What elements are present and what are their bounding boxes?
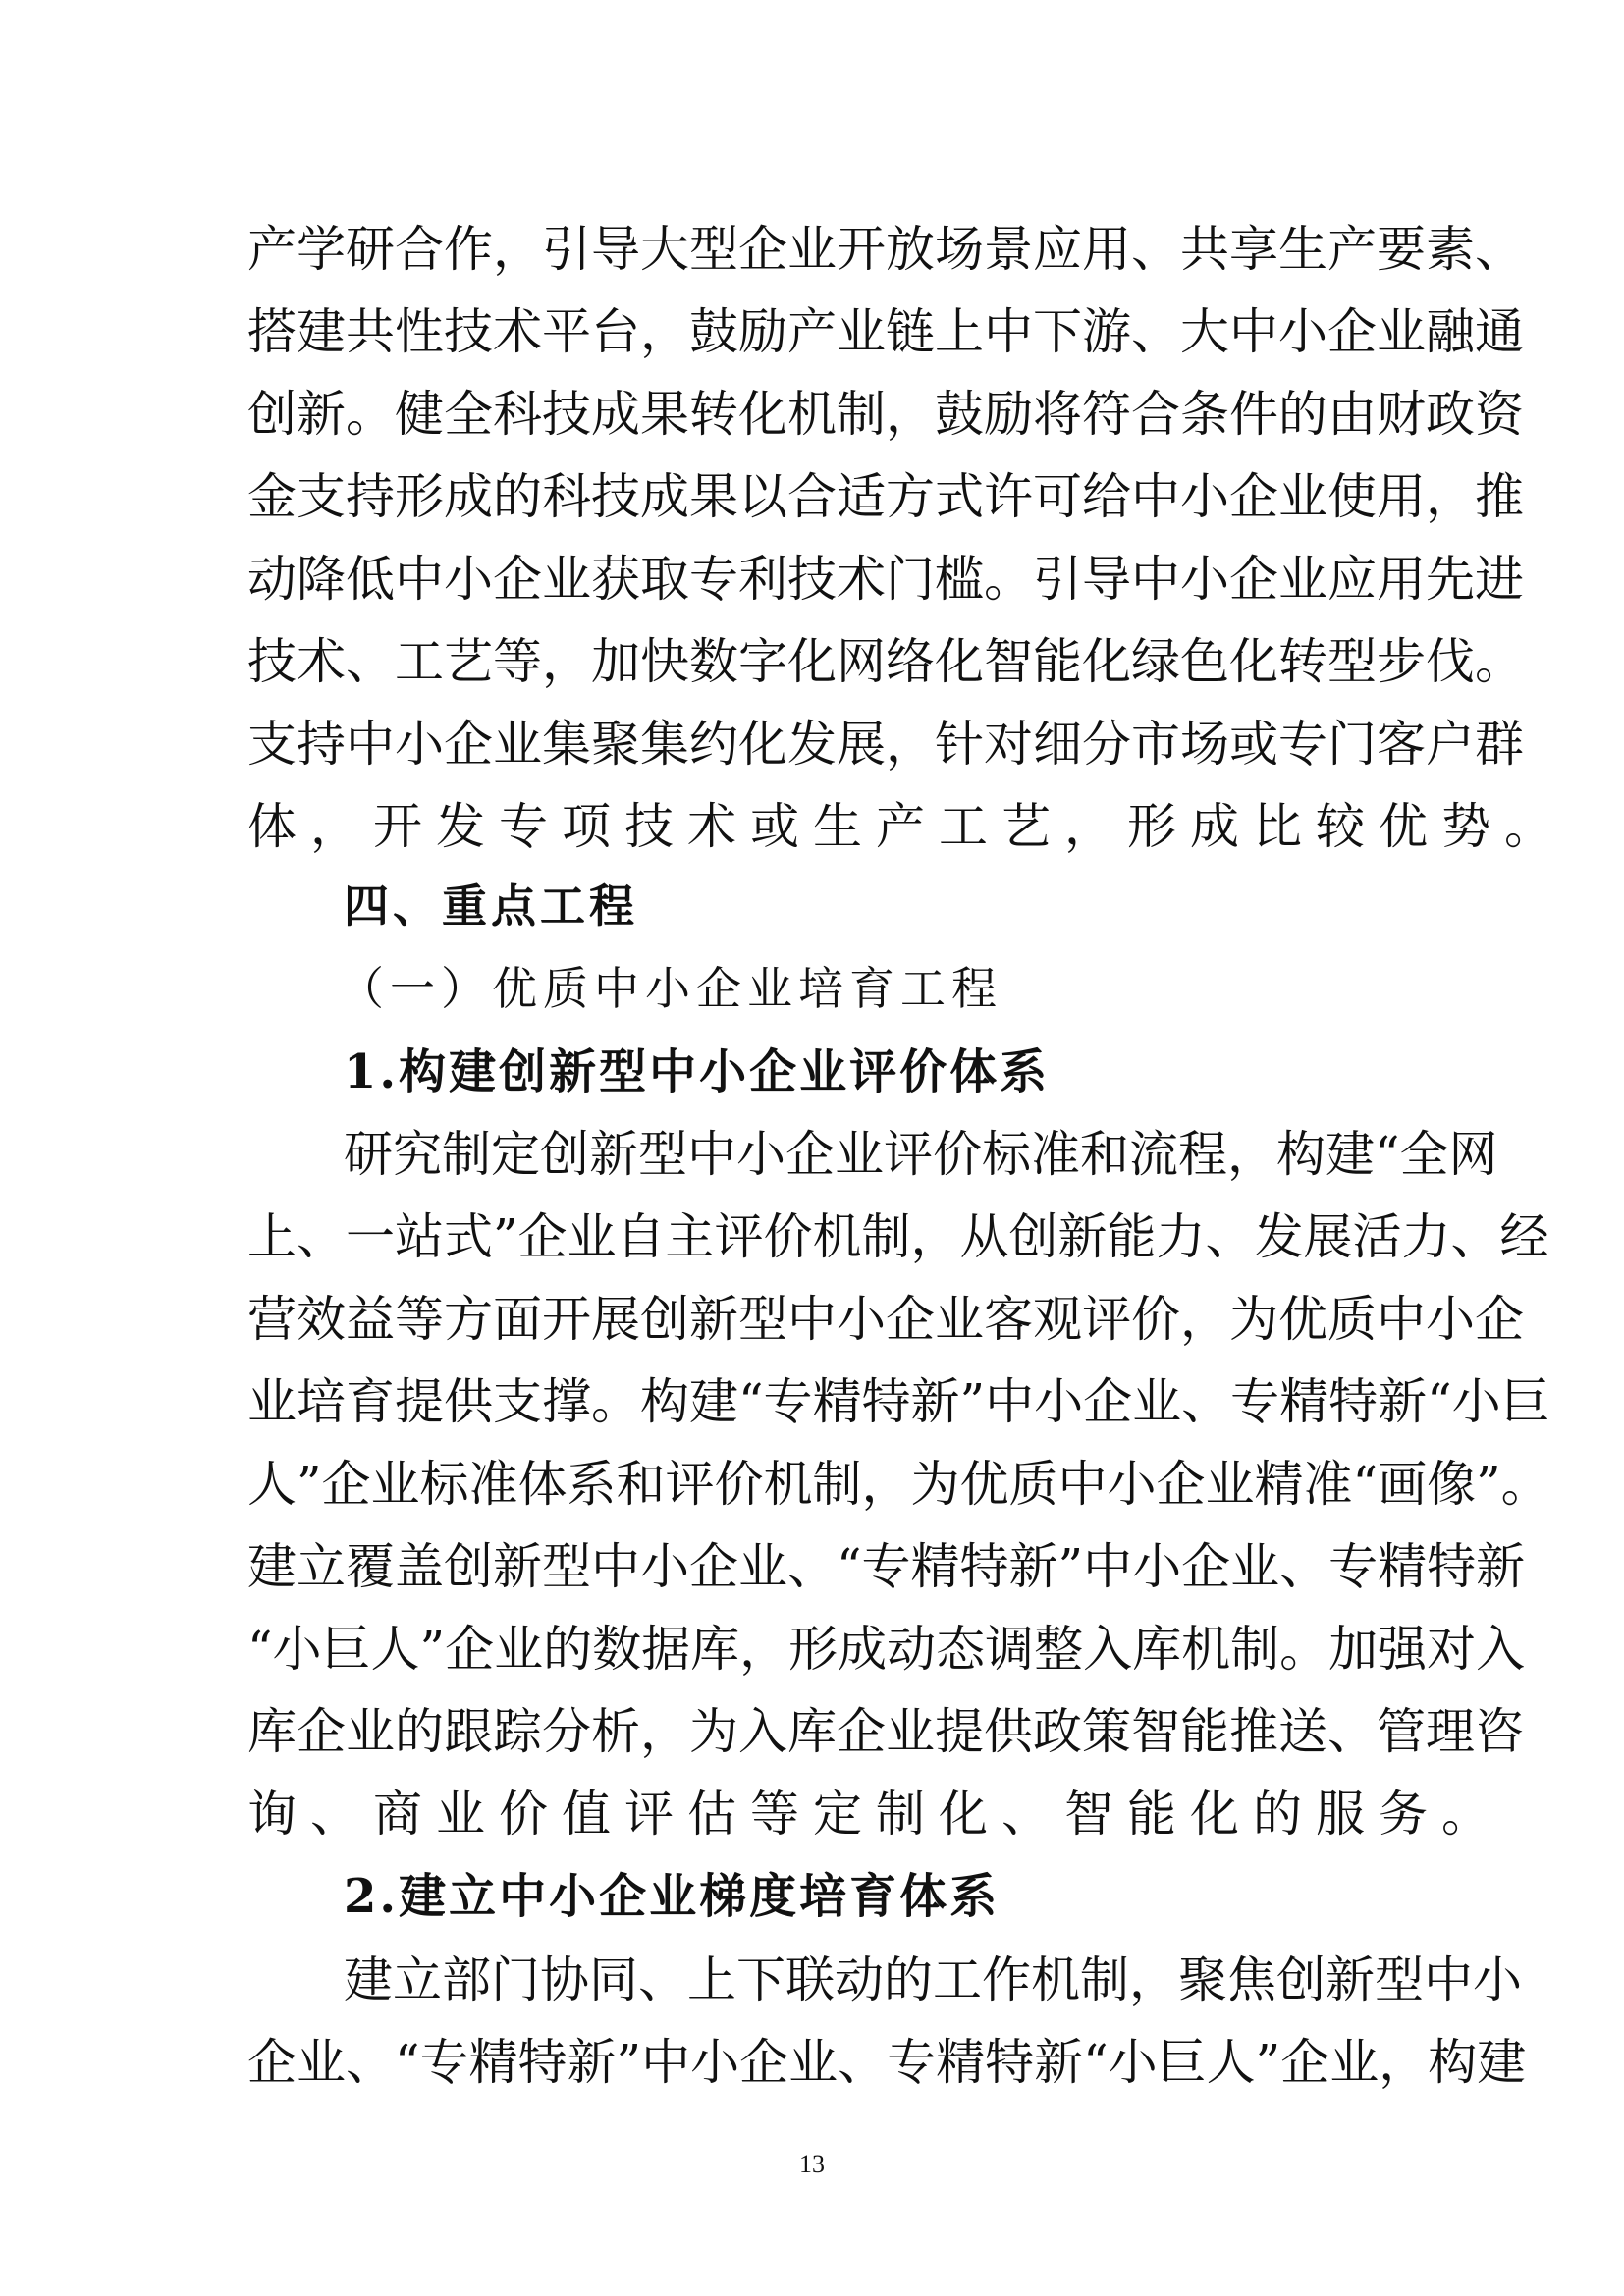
subsection-heading: （一）优质中小企业培育工程 (339, 962, 1002, 1015)
paragraph-line: 研究制定创新型中小企业评价标准和流程，构建“全网 (344, 1126, 1498, 1183)
paragraph-line: 询、商业价值评估等定制化、智能化的服务。 (247, 1786, 1504, 1842)
paragraph-line: 支持中小企业集聚集约化发展，针对细分市场或专门客户群 (247, 716, 1524, 773)
paragraph-line: 体，开发专项技术或生产工艺，形成比较优势。 (247, 798, 1567, 855)
paragraph-line: 建立覆盖创新型中小企业、“专精特新”中小企业、专精特新 (247, 1538, 1526, 1595)
paragraph-line: 搭建共性技术平台，鼓励产业链上中下游、大中小企业融通 (247, 303, 1524, 360)
item-heading-2: 2.建立中小企业梯度培育体系 (344, 1869, 1001, 1924)
page-number: 13 (799, 2150, 825, 2178)
paragraph-line: 营效益等方面开展创新型中小企业客观评价，为优质中小企 (247, 1291, 1524, 1348)
paragraph-line: 建立部门协同、上下联动的工作机制，聚焦创新型中小 (344, 1951, 1522, 2008)
paragraph-line: 上、一站式”企业自主评价机制，从创新能力、发展活力、经 (247, 1208, 1549, 1265)
paragraph-line: 创新。健全科技成果转化机制，鼓励将符合条件的由财政资 (247, 386, 1524, 443)
item-heading-1: 1.构建创新型中小企业评价体系 (344, 1044, 1051, 1099)
paragraph-line: 金支持形成的科技成果以合适方式许可给中小企业使用，推 (247, 468, 1524, 525)
paragraph-line: “小巨人”企业的数据库，形成动态调整入库机制。加强对入 (247, 1621, 1526, 1678)
paragraph-line: 库企业的跟踪分析，为入库企业提供政策智能推送、管理咨 (247, 1703, 1524, 1760)
paragraph-line: 人”企业标准体系和评价机制，为优质中小企业精准“画像”。 (247, 1456, 1550, 1513)
paragraph-line: 动降低中小企业获取专利技术门槛。引导中小企业应用先进 (247, 551, 1524, 608)
paragraph-line: 企业、“专精特新”中小企业、专精特新“小巨人”企业，构建 (247, 2034, 1527, 2091)
paragraph-line: 产学研合作，引导大型企业开放场景应用、共享生产要素、 (247, 221, 1524, 278)
paragraph-line: 技术、工艺等，加快数字化网络化智能化绿色化转型步伐。 (247, 633, 1524, 690)
paragraph-line: 业培育提供支撑。构建“专精特新”中小企业、专精特新“小巨 (247, 1373, 1550, 1430)
section-heading: 四、重点工程 (344, 880, 638, 933)
